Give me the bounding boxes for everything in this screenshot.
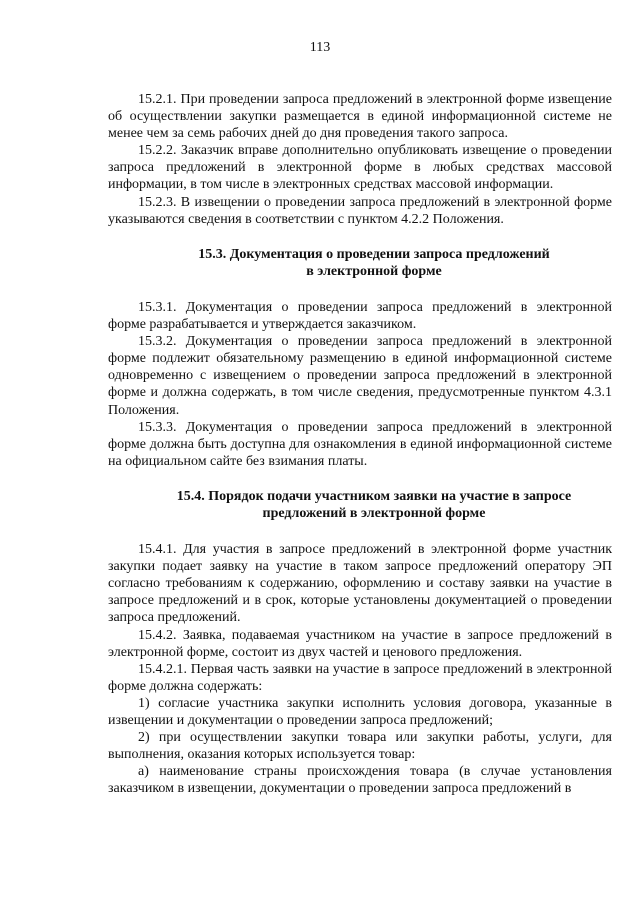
paragraph-15-3-3: 15.3.3. Документация о проведении запроса предложений в электронной форме должна быть доступна для ознакомления в единой информационной системе на официальном сайте без взимания платы. — [108, 419, 612, 469]
paragraph-15-4-2: 15.4.2. Заявка, подаваемая участником на участие в запросе предложений в электронной форме, состоит из двух частей и ценового предложения. — [108, 627, 612, 660]
paragraph-15-2-2: 15.2.2. Заказчик вправе дополнительно опубликовать извещение о проведении запроса предложений в электронной форме в любых средствах массовой информации, в том числе в электронных средствах массовой информации. — [108, 143, 612, 193]
list-item-2a: а) наименование страны происхождения товара (в случае установления заказчиком в извещении, документации о проведении запроса предложений в — [108, 764, 612, 797]
heading-line: 15.3. Документация о проведении запроса предложений — [198, 246, 550, 262]
heading-line: 15.4. Порядок подачи участником заявки на участие в запросе — [176, 488, 572, 504]
list-item-1: 1) согласие участника закупки исполнить условия договора, указанные в извещении и документации о проведении запроса предложений; — [108, 695, 612, 728]
section-heading-15-4 — [108, 488, 612, 522]
heading-line: в электронной форме — [306, 263, 442, 279]
spacer — [108, 280, 612, 299]
page-number: 113 — [309, 40, 331, 55]
paragraph-15-2-1: 15.2.1. При проведении запроса предложений в электронной форме извещение об осуществлении закупки размещается в единой информационной системе не менее чем за семь рабочих дней до дня проведения такого запроса. — [108, 92, 612, 142]
paragraph-15-4-2-1: 15.4.2.1. Первая часть заявки на участие в запросе предложений в электронной форме должна содержать: — [108, 661, 612, 694]
paragraph-15-2-3: 15.2.3. В извещении о проведении запроса предложений в электронной форме указываются сведения в соответствии с пунктом 4.2.2 Положения. — [108, 194, 612, 227]
section-heading-15-3 — [108, 246, 612, 280]
spacer — [108, 228, 612, 246]
paragraph-15-4-1: 15.4.1. Для участия в запросе предложений в электронной форме участник закупки подает заявку на участие в таком запросе предложений оператору ЭП согласно требованиям к содержанию, оформлению и составу заявки на участие в запросе предложений и в срок, которые установлены документацией о проведении запроса предложений. — [108, 542, 612, 626]
spacer — [108, 470, 612, 488]
paragraph-15-3-1: 15.3.1. Документация о проведении запроса предложений в электронной форме разрабатывается и утверждается заказчиком. — [108, 299, 612, 333]
page-content — [108, 91, 612, 797]
spacer — [108, 522, 612, 541]
heading-line: предложений в электронной форме — [262, 505, 486, 521]
paragraph-15-3-2: 15.3.2. Документация о проведении запроса предложений в электронной форме подлежит обязательному размещению в единой информационной системе одновременно с извещением о проведении запроса предложений в электронной форме и должна содержать, в том числе сведения, предусмотренные пунктом 4.3.1 Положения. — [108, 334, 612, 418]
list-item-2: 2) при осуществлении закупки товара или закупки работы, услуги, для выполнения, оказания которых используется товар: — [108, 730, 612, 763]
